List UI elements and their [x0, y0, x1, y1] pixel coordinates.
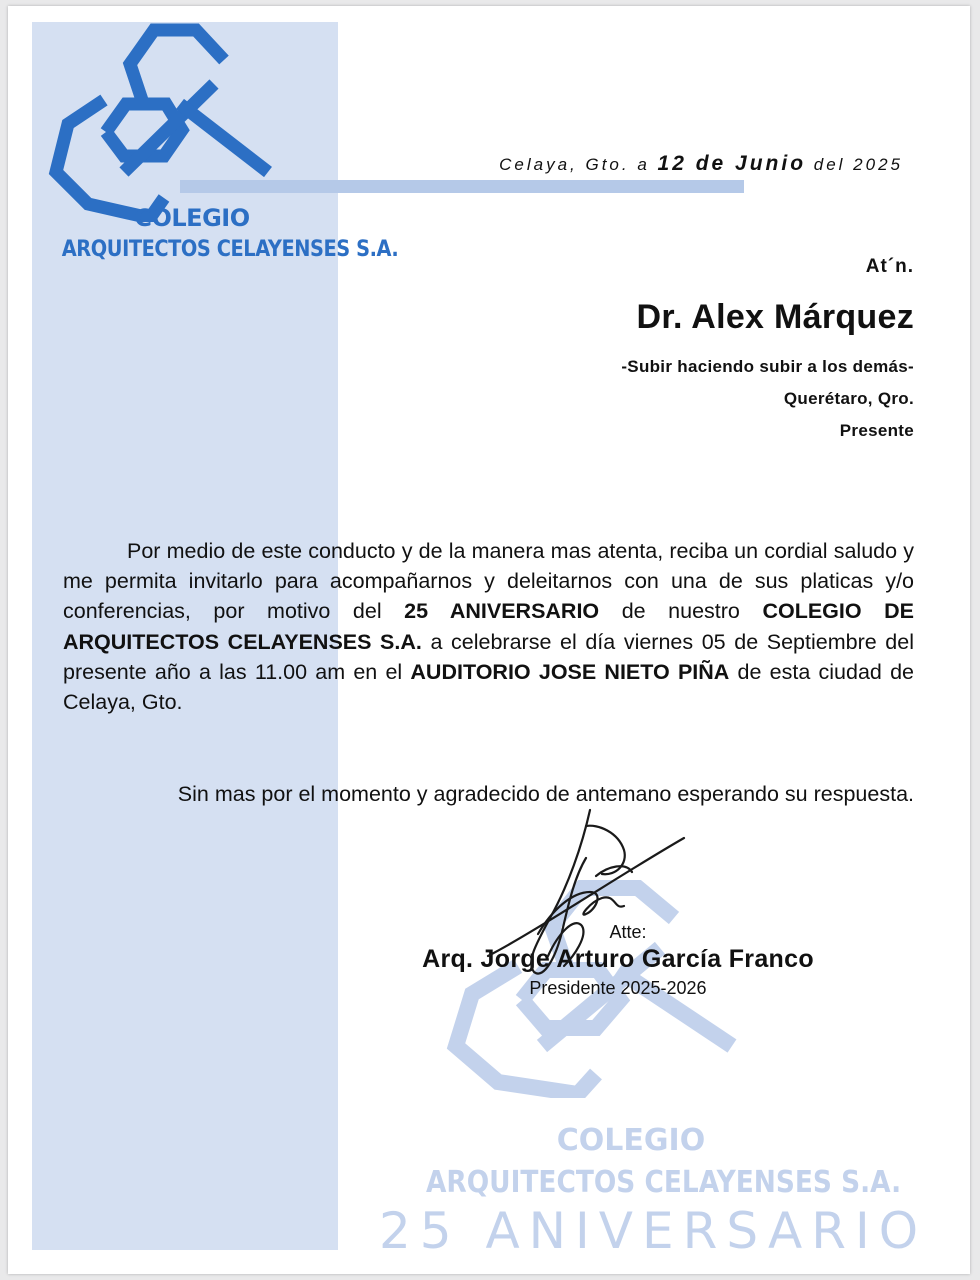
letterhead-org-name	[44, 202, 399, 266]
closing-line: Sin mas por el momento y agradecido de antemano esperando su respuesta.	[177, 782, 914, 806]
body-bold-colegio: COLEGIO DE ARQUITECTOS CELAYENSES S.A.	[63, 599, 915, 654]
body-text-3: a celebrarse el día viernes 05 de Septiembre del presente año a las 11.00 am en el	[63, 629, 914, 684]
recipient-name: Dr. Alex Márquez	[636, 298, 914, 336]
signer-name: Arq. Jorge Arturo García Franco	[422, 945, 814, 973]
org-name-line1: COLEGIO	[134, 204, 250, 232]
recipient-block	[621, 256, 914, 447]
recipient-tagline: -Subir haciendo subir a los demás-	[621, 357, 914, 376]
letter-date	[458, 152, 903, 176]
atte-label: Atte:	[609, 922, 647, 942]
watermark-org-name	[398, 1120, 902, 1204]
signer-role: Presidente 2025-2026	[529, 978, 707, 998]
body-text-1: Por medio de este conducto y de la manera mas atenta, reciba un cordial saludo y me permita invitarlo para acompañarnos y deleitarnos con una de sus platicas y/o conferencias, por motivo del	[63, 539, 914, 624]
attn-label: At´n.	[865, 256, 914, 277]
org-name-line2: ARQUITECTOS CELAYENSES S.A.	[61, 237, 399, 262]
recipient-presente: Presente	[839, 421, 914, 440]
watermark-line1: COLEGIO	[556, 1123, 706, 1158]
header-divider-bar	[180, 180, 744, 193]
invitation-paragraph	[63, 536, 914, 717]
watermark-line2: ARQUITECTOS CELAYENSES S.A.	[425, 1165, 902, 1200]
date-suffix: del 2025	[806, 155, 903, 174]
letter-page	[8, 6, 970, 1274]
handwritten-signature	[478, 806, 698, 986]
body-text-2: de nuestro	[599, 599, 763, 624]
date-prefix: Celaya, Gto. a	[499, 155, 658, 174]
body-text-4: de esta ciudad de Celaya, Gto.	[63, 659, 914, 715]
body-bold-auditorio: AUDITORIO JOSE NIETO PIÑA	[410, 659, 730, 684]
watermark-anniversary: 25 ANIVERSARIO	[378, 1202, 928, 1260]
date-day-month: 12 de Junio	[657, 152, 807, 175]
recipient-city: Querétaro, Qro.	[783, 389, 914, 408]
body-bold-anniversary: 25 ANIVERSARIO	[404, 599, 600, 624]
